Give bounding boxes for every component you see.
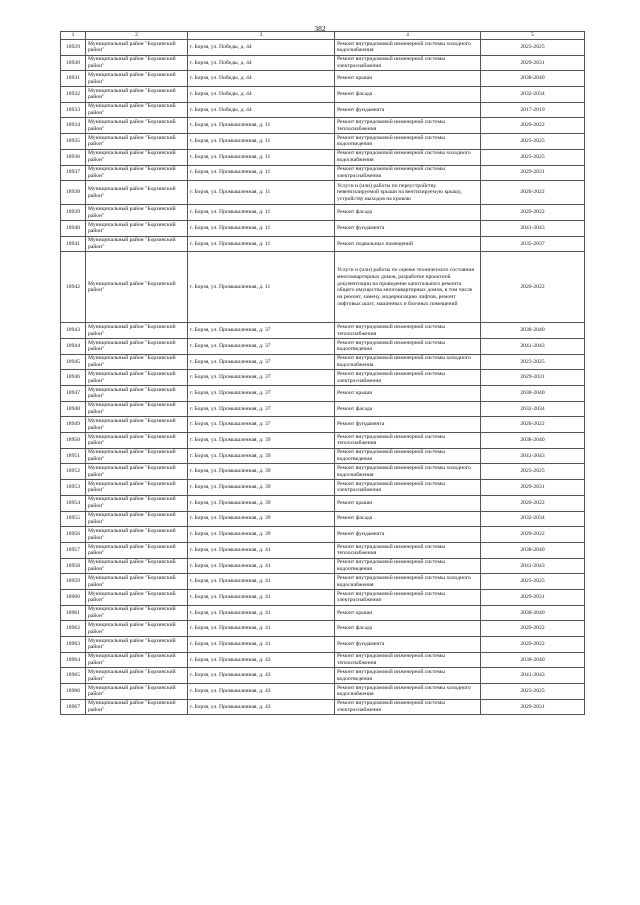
- table-row: [61, 370, 585, 386]
- record-number-cell: 18947: [61, 386, 86, 402]
- record-number-cell: 18938: [61, 181, 86, 205]
- period-cell: 2038-2040: [481, 542, 585, 558]
- district-cell: Муниципальный район "Борзинский район": [86, 205, 188, 221]
- record-number-cell: 18954: [61, 495, 86, 511]
- table-body: [61, 40, 585, 715]
- record-number-cell: 18937: [61, 165, 86, 181]
- address-cell: г. Борзя, ул. Промышленная, д. 41: [188, 542, 335, 558]
- period-cell: 2038-2040: [481, 386, 585, 402]
- work-type-cell: Ремонт внутридомовой инженерной системы водоотведения: [335, 338, 481, 354]
- work-type-cell: Ремонт внутридомовой инженерной системы холодного водоснабжения: [335, 464, 481, 480]
- table-row: [61, 652, 585, 668]
- table-row: [61, 433, 585, 449]
- table-row: [61, 220, 585, 236]
- column-header-4: 4: [335, 32, 481, 40]
- district-cell: Муниципальный район "Борзинский район": [86, 165, 188, 181]
- table-row: [61, 40, 585, 56]
- record-number-cell: 18966: [61, 684, 86, 700]
- address-cell: г. Борзя, ул. Промышленная, д. 43: [188, 699, 335, 715]
- column-header-2: 2: [86, 32, 188, 40]
- work-type-cell: Ремонт внутридомовой инженерной системы холодного водоснабжения: [335, 354, 481, 370]
- work-type-cell: Ремонт внутридомовой инженерной системы электроснабжения: [335, 699, 481, 715]
- district-cell: Муниципальный район "Борзинский район": [86, 542, 188, 558]
- work-type-cell: Ремонт внутридомовой инженерной системы теплоснабжения: [335, 118, 481, 134]
- address-cell: г. Борзя, ул. Промышленная, д. 11: [188, 236, 335, 252]
- record-number-cell: 18934: [61, 118, 86, 134]
- period-cell: 2020-2022: [481, 637, 585, 653]
- work-type-cell: Ремонт фундамента: [335, 417, 481, 433]
- table-row: [61, 527, 585, 543]
- record-number-cell: 18965: [61, 668, 86, 684]
- table-row: [61, 134, 585, 150]
- record-number-cell: 18952: [61, 464, 86, 480]
- record-number-cell: 18942: [61, 252, 86, 323]
- period-cell: 2038-2040: [481, 652, 585, 668]
- district-cell: Муниципальный район "Борзинский район": [86, 252, 188, 323]
- record-number-cell: 18967: [61, 699, 86, 715]
- address-cell: г. Борзя, ул. Промышленная, д. 37: [188, 370, 335, 386]
- work-type-cell: Ремонт фасада: [335, 205, 481, 221]
- work-type-cell: Ремонт внутридомовой инженерной системы электроснабжения: [335, 55, 481, 71]
- district-cell: Муниципальный район "Борзинский район": [86, 589, 188, 605]
- work-type-cell: Услуги и (или) работы по переустройству невентилируемой крыши на вентилируемую крышу, устройству выходов на кровлю: [335, 181, 481, 205]
- district-cell: Муниципальный район "Борзинский район": [86, 621, 188, 637]
- record-number-cell: 18948: [61, 401, 86, 417]
- work-type-cell: Ремонт внутридомовой инженерной системы теплоснабжения: [335, 433, 481, 449]
- record-number-cell: 18946: [61, 370, 86, 386]
- capital-repair-table: [60, 31, 585, 715]
- period-cell: 2020-2022: [481, 621, 585, 637]
- record-number-cell: 18930: [61, 55, 86, 71]
- table-row: [61, 236, 585, 252]
- district-cell: Муниципальный район "Борзинский район": [86, 386, 188, 402]
- district-cell: Муниципальный район "Борзинский район": [86, 323, 188, 339]
- record-number-cell: 18957: [61, 542, 86, 558]
- address-cell: г. Борзя, ул. Промышленная, д. 39: [188, 464, 335, 480]
- district-cell: Муниципальный район "Борзинский район": [86, 495, 188, 511]
- district-cell: Муниципальный район "Борзинский район": [86, 401, 188, 417]
- work-type-cell: Ремонт внутридомовой инженерной системы электроснабжения: [335, 480, 481, 496]
- address-cell: г. Борзя, ул. Победы, д. 44: [188, 55, 335, 71]
- record-number-cell: 18961: [61, 605, 86, 621]
- record-number-cell: 18933: [61, 102, 86, 118]
- work-type-cell: Ремонт внутридомовой инженерной системы холодного водоснабжения: [335, 574, 481, 590]
- address-cell: г. Борзя, ул. Промышленная, д. 39: [188, 511, 335, 527]
- district-cell: Муниципальный район "Борзинский район": [86, 652, 188, 668]
- period-cell: 2020-2022: [481, 118, 585, 134]
- address-cell: г. Борзя, ул. Промышленная, д. 41: [188, 621, 335, 637]
- table-row: [61, 542, 585, 558]
- table-row: [61, 511, 585, 527]
- table-row: [61, 448, 585, 464]
- period-cell: 2023-2025: [481, 134, 585, 150]
- record-number-cell: 18955: [61, 511, 86, 527]
- work-type-cell: Ремонт крыши: [335, 495, 481, 511]
- address-cell: г. Борзя, ул. Промышленная, д. 11: [188, 118, 335, 134]
- address-cell: г. Борзя, ул. Промышленная, д. 39: [188, 433, 335, 449]
- work-type-cell: Ремонт внутридомовой инженерной системы холодного водоснабжения: [335, 40, 481, 56]
- period-cell: 2032-2034: [481, 87, 585, 103]
- work-type-cell: Ремонт внутридомовой инженерной системы водоотведения: [335, 448, 481, 464]
- address-cell: г. Борзя, ул. Промышленная, д. 11: [188, 165, 335, 181]
- table-row: [61, 668, 585, 684]
- work-type-cell: Ремонт внутридомовой инженерной системы водоотведения: [335, 668, 481, 684]
- district-cell: Муниципальный район "Борзинский район": [86, 699, 188, 715]
- record-number-cell: 18943: [61, 323, 86, 339]
- period-cell: 2020-2022: [481, 417, 585, 433]
- table-row: [61, 605, 585, 621]
- table-row: [61, 637, 585, 653]
- table-row: [61, 338, 585, 354]
- address-cell: г. Борзя, ул. Промышленная, д. 39: [188, 495, 335, 511]
- work-type-cell: Ремонт фундамента: [335, 527, 481, 543]
- table-row: [61, 252, 585, 323]
- period-cell: 2032-2034: [481, 401, 585, 417]
- work-type-cell: Ремонт внутридомовой инженерной системы теплоснабжения: [335, 323, 481, 339]
- period-cell: 2020-2022: [481, 495, 585, 511]
- period-cell: 2041-2043: [481, 668, 585, 684]
- period-cell: 2029-2031: [481, 699, 585, 715]
- district-cell: Муниципальный район "Борзинский район": [86, 433, 188, 449]
- district-cell: Муниципальный район "Борзинский район": [86, 149, 188, 165]
- address-cell: г. Борзя, ул. Промышленная, д. 11: [188, 181, 335, 205]
- district-cell: Муниципальный район "Борзинский район": [86, 236, 188, 252]
- address-cell: г. Борзя, ул. Промышленная, д. 41: [188, 558, 335, 574]
- work-type-cell: Ремонт фундамента: [335, 637, 481, 653]
- period-cell: 2041-2043: [481, 338, 585, 354]
- period-cell: 2041-2043: [481, 558, 585, 574]
- record-number-cell: 18941: [61, 236, 86, 252]
- record-number-cell: 18956: [61, 527, 86, 543]
- work-type-cell: Ремонт фасада: [335, 621, 481, 637]
- district-cell: Муниципальный район "Борзинский район": [86, 637, 188, 653]
- address-cell: г. Борзя, ул. Промышленная, д. 43: [188, 684, 335, 700]
- address-cell: г. Борзя, ул. Промышленная, д. 39: [188, 448, 335, 464]
- address-cell: г. Борзя, ул. Промышленная, д. 11: [188, 149, 335, 165]
- table-row: [61, 181, 585, 205]
- table-row: [61, 417, 585, 433]
- period-cell: 2020-2022: [481, 252, 585, 323]
- district-cell: Муниципальный район "Борзинский район": [86, 220, 188, 236]
- period-cell: 2029-2031: [481, 165, 585, 181]
- record-number-cell: 18945: [61, 354, 86, 370]
- district-cell: Муниципальный район "Борзинский район": [86, 338, 188, 354]
- district-cell: Муниципальный район "Борзинский район": [86, 480, 188, 496]
- table-row: [61, 323, 585, 339]
- work-type-cell: Ремонт внутридомовой инженерной системы водоотведения: [335, 134, 481, 150]
- record-number-cell: 18959: [61, 574, 86, 590]
- period-cell: 2035-2037: [481, 236, 585, 252]
- address-cell: г. Борзя, ул. Промышленная, д. 41: [188, 605, 335, 621]
- district-cell: Муниципальный район "Борзинский район": [86, 181, 188, 205]
- work-type-cell: Ремонт внутридомовой инженерной системы электроснабжения: [335, 370, 481, 386]
- work-type-cell: Ремонт крыши: [335, 71, 481, 87]
- address-cell: г. Борзя, ул. Промышленная, д. 41: [188, 637, 335, 653]
- address-cell: г. Борзя, ул. Промышленная, д. 41: [188, 574, 335, 590]
- period-cell: 2023-2025: [481, 354, 585, 370]
- record-number-cell: 18962: [61, 621, 86, 637]
- table-row: [61, 480, 585, 496]
- record-number-cell: 18949: [61, 417, 86, 433]
- column-header-1: 1: [61, 32, 86, 40]
- column-header-3: 3: [188, 32, 335, 40]
- table-row: [61, 205, 585, 221]
- table-row: [61, 589, 585, 605]
- district-cell: Муниципальный район "Борзинский район": [86, 55, 188, 71]
- district-cell: Муниципальный район "Борзинский район": [86, 684, 188, 700]
- district-cell: Муниципальный район "Борзинский район": [86, 40, 188, 56]
- work-type-cell: Ремонт подвальных помещений: [335, 236, 481, 252]
- column-number-row: [61, 32, 585, 40]
- table-row: [61, 495, 585, 511]
- period-cell: 2023-2025: [481, 40, 585, 56]
- period-cell: 2029-2031: [481, 480, 585, 496]
- table-row: [61, 165, 585, 181]
- address-cell: г. Борзя, ул. Промышленная, д. 43: [188, 652, 335, 668]
- record-number-cell: 18958: [61, 558, 86, 574]
- record-number-cell: 18939: [61, 205, 86, 221]
- work-type-cell: Ремонт фасада: [335, 511, 481, 527]
- work-type-cell: Ремонт крыши: [335, 605, 481, 621]
- period-cell: 2029-2031: [481, 55, 585, 71]
- work-type-cell: Ремонт внутридомовой инженерной системы холодного водоснабжения: [335, 684, 481, 700]
- work-type-cell: Ремонт фасада: [335, 87, 481, 103]
- table-row: [61, 102, 585, 118]
- address-cell: г. Борзя, ул. Промышленная, д. 11: [188, 205, 335, 221]
- table-row: [61, 699, 585, 715]
- period-cell: 2020-2022: [481, 527, 585, 543]
- work-type-cell: Ремонт внутридомовой инженерной системы теплоснабжения: [335, 652, 481, 668]
- work-type-cell: Ремонт фундамента: [335, 102, 481, 118]
- address-cell: г. Борзя, ул. Промышленная, д. 37: [188, 323, 335, 339]
- work-type-cell: Ремонт внутридомовой инженерной системы холодного водоснабжения: [335, 149, 481, 165]
- address-cell: г. Борзя, ул. Промышленная, д. 37: [188, 354, 335, 370]
- record-number-cell: 18931: [61, 71, 86, 87]
- period-cell: 2023-2025: [481, 684, 585, 700]
- table-row: [61, 386, 585, 402]
- record-number-cell: 18944: [61, 338, 86, 354]
- district-cell: Муниципальный район "Борзинский район": [86, 558, 188, 574]
- table-row: [61, 558, 585, 574]
- period-cell: 2017-2019: [481, 102, 585, 118]
- table-row: [61, 574, 585, 590]
- period-cell: 2023-2025: [481, 149, 585, 165]
- table-row: [61, 401, 585, 417]
- address-cell: г. Борзя, ул. Промышленная, д. 11: [188, 252, 335, 323]
- period-cell: 2038-2040: [481, 433, 585, 449]
- district-cell: Муниципальный район "Борзинский район": [86, 87, 188, 103]
- address-cell: г. Борзя, ул. Промышленная, д. 41: [188, 589, 335, 605]
- address-cell: г. Борзя, ул. Промышленная, д. 37: [188, 338, 335, 354]
- table-header: [61, 32, 585, 40]
- address-cell: г. Борзя, ул. Промышленная, д. 11: [188, 220, 335, 236]
- period-cell: 2038-2040: [481, 323, 585, 339]
- district-cell: Муниципальный район "Борзинский район": [86, 464, 188, 480]
- table-row: [61, 87, 585, 103]
- period-cell: 2041-2043: [481, 220, 585, 236]
- table-row: [61, 464, 585, 480]
- district-cell: Муниципальный район "Борзинский район": [86, 118, 188, 134]
- period-cell: 2023-2025: [481, 574, 585, 590]
- district-cell: Муниципальный район "Борзинский район": [86, 102, 188, 118]
- address-cell: г. Борзя, ул. Промышленная, д. 37: [188, 417, 335, 433]
- record-number-cell: 18963: [61, 637, 86, 653]
- period-cell: 2029-2031: [481, 370, 585, 386]
- record-number-cell: 18951: [61, 448, 86, 464]
- period-cell: 2038-2040: [481, 71, 585, 87]
- period-cell: 2032-2034: [481, 511, 585, 527]
- district-cell: Муниципальный район "Борзинский район": [86, 574, 188, 590]
- work-type-cell: Услуги и (или) работы по оценке технического состояния многоквартирных домов, разработке проектной документации на проведение капитального ремонта общего имущества многоквартирных домов, в том числе на ремонт, замену, модернизацию лифтов, ремонт лифтовых шахт, машинных и блочных помещений: [335, 252, 481, 323]
- table-row: [61, 118, 585, 134]
- page-number: 382: [314, 24, 326, 33]
- record-number-cell: 18953: [61, 480, 86, 496]
- district-cell: Муниципальный район "Борзинский район": [86, 134, 188, 150]
- address-cell: г. Борзя, ул. Промышленная, д. 37: [188, 401, 335, 417]
- record-number-cell: 18935: [61, 134, 86, 150]
- table-row: [61, 71, 585, 87]
- table-row: [61, 684, 585, 700]
- address-cell: г. Борзя, ул. Победы, д. 44: [188, 87, 335, 103]
- period-cell: 2020-2022: [481, 205, 585, 221]
- address-cell: г. Борзя, ул. Промышленная, д. 11: [188, 134, 335, 150]
- address-cell: г. Борзя, ул. Победы, д. 44: [188, 102, 335, 118]
- period-cell: 2020-2022: [481, 181, 585, 205]
- address-cell: г. Борзя, ул. Промышленная, д. 39: [188, 527, 335, 543]
- table-row: [61, 354, 585, 370]
- district-cell: Муниципальный район "Борзинский район": [86, 668, 188, 684]
- district-cell: Муниципальный район "Борзинский район": [86, 71, 188, 87]
- work-type-cell: Ремонт внутридомовой инженерной системы электроснабжения: [335, 589, 481, 605]
- period-cell: 2041-2043: [481, 448, 585, 464]
- work-type-cell: Ремонт внутридомовой инженерной системы теплоснабжения: [335, 542, 481, 558]
- district-cell: Муниципальный район "Борзинский район": [86, 370, 188, 386]
- record-number-cell: 18950: [61, 433, 86, 449]
- district-cell: Муниципальный район "Борзинский район": [86, 448, 188, 464]
- district-cell: Муниципальный район "Борзинский район": [86, 417, 188, 433]
- district-cell: Муниципальный район "Борзинский район": [86, 605, 188, 621]
- table-row: [61, 149, 585, 165]
- record-number-cell: 18960: [61, 589, 86, 605]
- record-number-cell: 18964: [61, 652, 86, 668]
- period-cell: 2038-2040: [481, 605, 585, 621]
- work-type-cell: Ремонт фундамента: [335, 220, 481, 236]
- column-header-5: 5: [481, 32, 585, 40]
- work-type-cell: Ремонт крыши: [335, 386, 481, 402]
- address-cell: г. Борзя, ул. Промышленная, д. 43: [188, 668, 335, 684]
- work-type-cell: Ремонт внутридомовой инженерной системы электроснабжения: [335, 165, 481, 181]
- table-row: [61, 55, 585, 71]
- district-cell: Муниципальный район "Борзинский район": [86, 527, 188, 543]
- record-number-cell: 18940: [61, 220, 86, 236]
- address-cell: г. Борзя, ул. Промышленная, д. 39: [188, 480, 335, 496]
- table-row: [61, 621, 585, 637]
- work-type-cell: Ремонт фасада: [335, 401, 481, 417]
- address-cell: г. Борзя, ул. Победы, д. 44: [188, 40, 335, 56]
- address-cell: г. Борзя, ул. Промышленная, д. 37: [188, 386, 335, 402]
- work-type-cell: Ремонт внутридомовой инженерной системы водоотведения: [335, 558, 481, 574]
- district-cell: Муниципальный район "Борзинский район": [86, 354, 188, 370]
- district-cell: Муниципальный район "Борзинский район": [86, 511, 188, 527]
- record-number-cell: 18929: [61, 40, 86, 56]
- period-cell: 2023-2025: [481, 464, 585, 480]
- record-number-cell: 18932: [61, 87, 86, 103]
- period-cell: 2029-2031: [481, 589, 585, 605]
- address-cell: г. Борзя, ул. Победы, д. 44: [188, 71, 335, 87]
- record-number-cell: 18936: [61, 149, 86, 165]
